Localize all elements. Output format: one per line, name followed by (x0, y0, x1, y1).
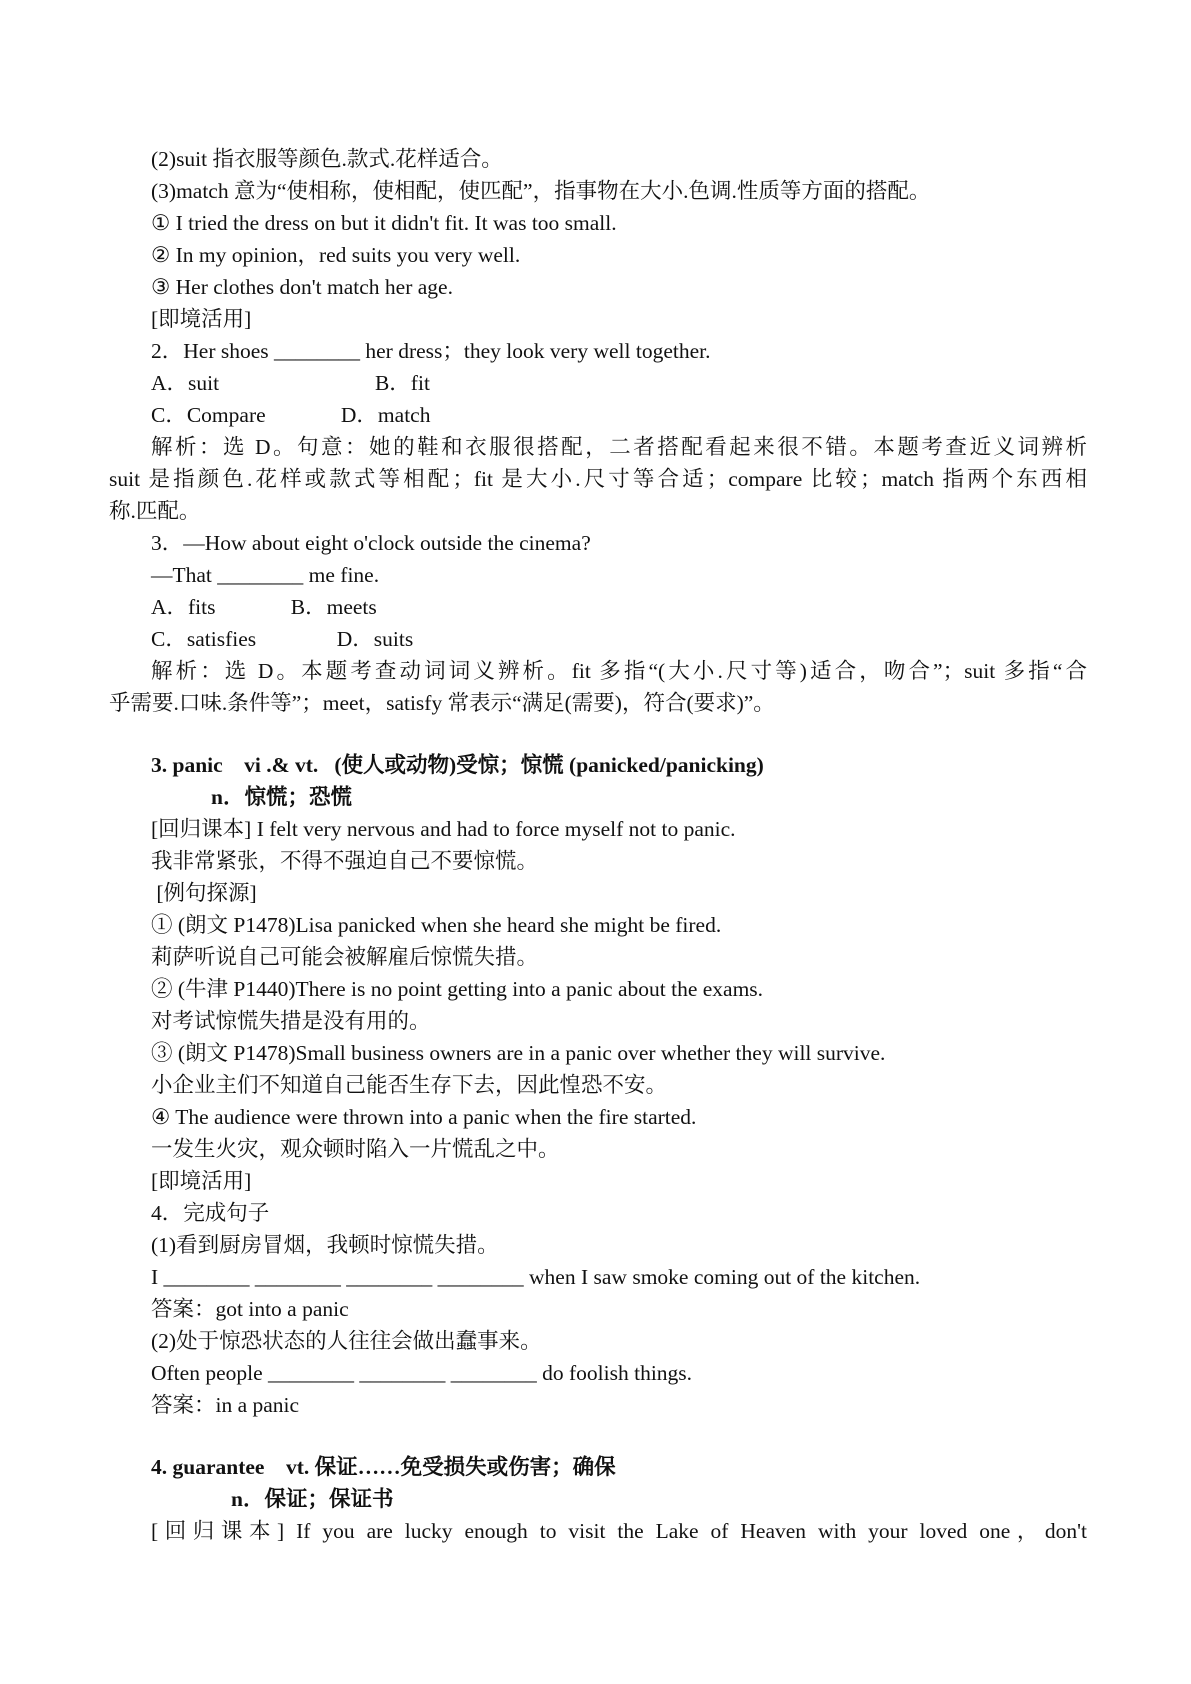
question-stem: (1)看到厨房冒烟，我顿时惊慌失措。 (151, 1233, 499, 1257)
example-sentence: ① I tried the dress on but it didn't fit. It was too small. (151, 211, 617, 235)
section-tag: [即境活用] (151, 307, 252, 331)
explanation-line: 解析：选 D。本题考查动词词义辨析。fit 多指“(大小.尺寸等)适合，吻合”；suit 多指“合 (151, 659, 1087, 683)
translation-line: 一发生火灾，观众顿时陷入一片慌乱之中。 (151, 1137, 560, 1161)
question-stem: (2)处于惊恐状态的人往往会做出蠢事来。 (151, 1329, 542, 1353)
fill-blank-sentence: Often people ________ ________ ________ do foolish things. (151, 1361, 693, 1385)
text-line: (3)match 意为“使相称，使相配，使匹配”，指事物在大小.色调.性质等方面的搭配。 (151, 179, 931, 203)
translation-line: 对考试惊慌失措是没有用的。 (151, 1009, 431, 1033)
question-stem: —That ________ me fine. (151, 563, 380, 587)
answer-options: C．Compare D．match (151, 403, 431, 427)
answer-options: A．suit B．fit (151, 371, 430, 395)
translation-line: 我非常紧张，不得不强迫自己不要惊慌。 (151, 849, 539, 873)
vocab-heading-guarantee: 4. guarantee vt. 保证……免受损失或伤害；确保 (151, 1455, 616, 1479)
example-sentence: ② In my opinion，red suits you very well. (151, 243, 521, 267)
example-sentence: ① (朗文 P1478)Lisa panicked when she heard she might be fired. (151, 913, 722, 937)
question-stem: 3．—How about eight o'clock outside the cinema? (151, 531, 591, 555)
example-sentence: ④ The audience were thrown into a panic when the fire started. (151, 1105, 697, 1129)
text-line: (2)suit 指衣服等颜色.款式.花样适合。 (151, 147, 503, 171)
answer-options: C．satisfies D．suits (151, 627, 414, 651)
example-sentence: ③ (朗文 P1478)Small business owners are in a panic over whether they will survive. (151, 1041, 886, 1065)
vocab-sense: n．保证；保证书 (231, 1487, 394, 1511)
answer-options: A．fits B．meets (151, 595, 377, 619)
example-sentence: ③ Her clothes don't match her age. (151, 275, 453, 299)
textbook-sentence: [回归课本] I felt very nervous and had to force myself not to panic. (151, 817, 736, 841)
translation-line: 莉萨听说自己可能会被解雇后惊慌失措。 (151, 945, 539, 969)
answer-line: 答案：in a panic (151, 1393, 300, 1417)
translation-line: 小企业主们不知道自己能否生存下去，因此惶恐不安。 (151, 1073, 668, 1097)
question-stem: 2．Her shoes ________ her dress；they look very well together. (151, 339, 711, 363)
fill-blank-sentence: I ________ ________ ________ ________ when I saw smoke coming out of the kitchen. (151, 1265, 921, 1289)
explanation-line: 乎需要.口味.条件等”；meet，satisfy 常表示“满足(需要)，符合(要求)”。 (109, 691, 775, 715)
explanation-line: 称.匹配。 (109, 499, 201, 523)
vocab-sense: n．惊慌；恐慌 (211, 785, 352, 809)
textbook-sentence: [回归课本] If you are lucky enough to visit the Lake of Heaven with your loved one，don't (151, 1519, 1087, 1543)
example-sentence: ② (牛津 P1440)There is no point getting into a panic about the exams. (151, 977, 764, 1001)
section-tag: [例句探源] (151, 881, 257, 905)
answer-line: 答案：got into a panic (151, 1297, 349, 1321)
explanation-line: suit 是指颜色.花样或款式等相配；fit 是大小.尺寸等合适；compare 比较；match 指两个东西相 (109, 467, 1087, 491)
explanation-line: 解析：选 D。句意：她的鞋和衣服很搭配，二者搭配看起来很不错。本题考查近义词辨析 (151, 435, 1087, 459)
vocab-heading-panic: 3. panic vi .& vt. (使人或动物)受惊；惊慌 (panicked/panicking) (151, 753, 764, 777)
section-tag: [即境活用] (151, 1169, 252, 1193)
question-stem: 4．完成句子 (151, 1201, 270, 1225)
